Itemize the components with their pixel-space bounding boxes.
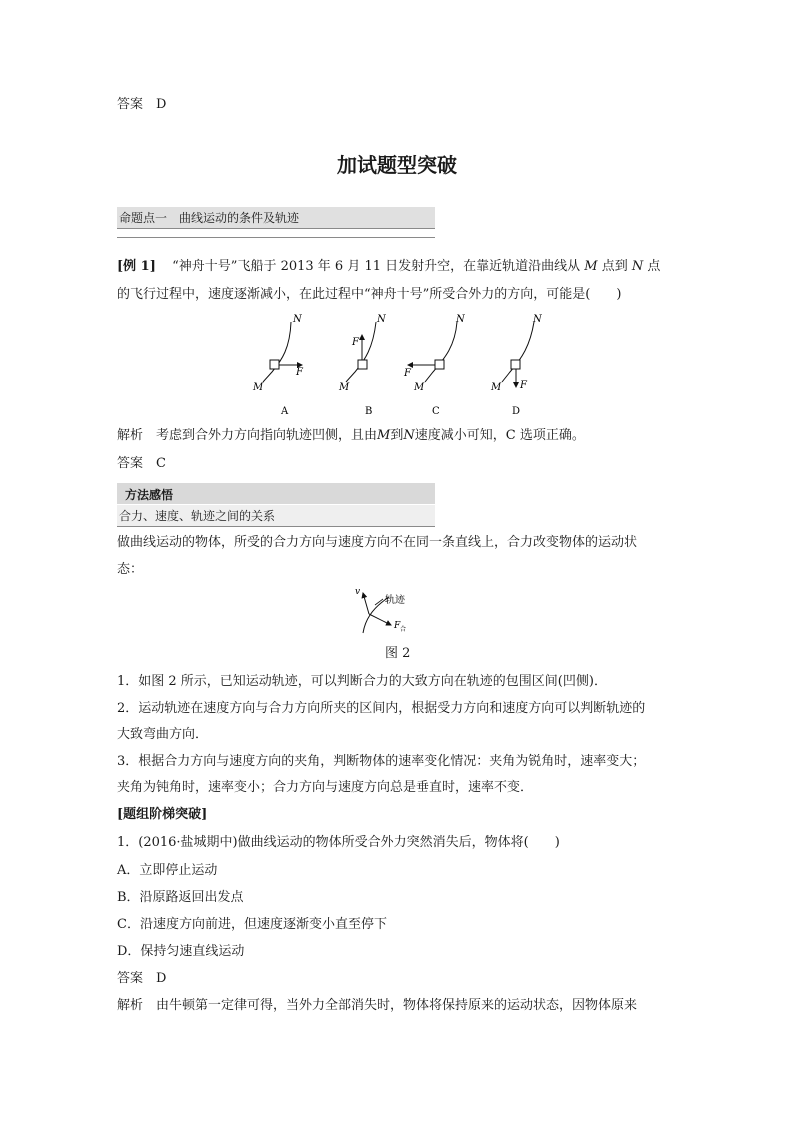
analysis-1-text-b: 到: [390, 428, 404, 443]
top-answer: 答案 D: [117, 97, 167, 112]
analysis-1-m: M: [377, 428, 391, 443]
example-line-2: 的飞行过程中，速度逐渐减小，在此过程中“神舟十号”所受合外力的方向，可能是( ): [117, 287, 622, 302]
analysis-2: [117, 997, 637, 1015]
figure-b-f: F: [352, 337, 359, 348]
figure-a-n: N: [293, 314, 302, 325]
figure-b-m: M: [339, 382, 350, 393]
method-bar-subtitle: 合力、速度、轨迹之间的关系: [119, 509, 276, 523]
analysis-1: [117, 427, 585, 445]
figure-2-f-sub: 合: [400, 626, 407, 633]
figure-2: [355, 585, 445, 635]
figure-a: [252, 314, 304, 417]
point-1: 1．如图 2 所示，已知运动轨迹，可以判断合力的大致方向在轨迹的包围区间(凹侧)．: [117, 674, 607, 689]
figure-d: [490, 314, 543, 417]
option-c: C．沿速度方向前进，但速度逐渐变小直至停下: [117, 917, 387, 932]
figure-2-caption: 图 2: [385, 646, 411, 661]
figure-b-label: B: [365, 406, 373, 417]
figure-d-m: M: [491, 382, 502, 393]
option-figures: [240, 310, 550, 422]
analysis-1-text-a: 考虑到合外力方向指向轨迹凹侧，且由: [156, 428, 378, 443]
example-text-b: 点到: [597, 259, 632, 274]
point-2-cont: 大致弯曲方向．: [117, 727, 209, 742]
example-tag: [例 1]: [117, 259, 156, 274]
method-text-2: 态：: [117, 562, 144, 577]
question-1: 1．(2016·盐城期中)做曲线运动的物体所受合外力突然消失后，物体将( ): [117, 835, 560, 850]
analysis-2-text: 由牛顿第一定律可得，当外力全部消失时，物体将保持原来的运动状态，因物体原来: [156, 998, 638, 1013]
figure-d-label: D: [512, 406, 521, 417]
analysis-2-label: 解析: [117, 998, 157, 1013]
option-d: D．保持匀速直线运动: [117, 944, 245, 959]
example-text-c: 点: [643, 259, 661, 274]
figure-2-f: F: [394, 621, 401, 631]
analysis-1-label: 解析: [117, 428, 157, 443]
answer-1: 答案 C: [117, 456, 166, 471]
point-3-cont: 夹角为钝角时，速率变小；合力方向与速度方向总是垂直时，速率不变．: [117, 780, 534, 795]
group-title: [题组阶梯突破]: [117, 807, 208, 822]
figure-c-label: C: [432, 406, 440, 417]
option-a: A．立即停止运动: [117, 863, 218, 878]
section-divider: [117, 237, 435, 238]
figure-c-m: M: [414, 382, 425, 393]
example-text-a: “神舟十号”飞船于 2013 年 6 月 11 日发射升空，在靠近轨道沿曲线从: [172, 259, 585, 274]
figure-a-label: A: [281, 406, 289, 417]
figure-a-f: F: [296, 367, 303, 378]
figure-2-v: v: [355, 587, 361, 597]
example-line-1: [117, 258, 660, 276]
option-b: B．沿原路返回出发点: [117, 890, 244, 905]
figure-c: [403, 314, 466, 417]
figure-2-track: 轨迹: [385, 595, 405, 606]
figure-c-f: F: [404, 368, 411, 379]
point-n: N: [631, 259, 644, 274]
figure-a-m: M: [253, 382, 264, 393]
method-text-1: 做曲线运动的物体，所受的合力方向与速度方向不在同一条直线上，合力改变物体的运动状: [117, 535, 638, 550]
figure-b: [338, 314, 387, 417]
figure-d-f: F: [520, 380, 527, 391]
analysis-1-n: N: [403, 428, 415, 443]
figure-b-n: N: [377, 314, 386, 325]
method-bar-title: 方法感悟: [125, 488, 174, 502]
point-3: 3．根据合力方向与速度方向的夹角，判断物体的速率变化情况：夹角为锐角时，速率变大；: [117, 754, 646, 769]
figure-c-n: N: [456, 314, 465, 325]
answer-2: 答案 D: [117, 971, 167, 986]
point-m: M: [584, 259, 598, 274]
page-title: 加试题型突破: [337, 153, 457, 177]
figure-d-n: N: [533, 314, 542, 325]
point-2: 2．运动轨迹在速度方向与合力方向所夹的区间内，根据受力方向和速度方向可以判断轨迹的: [117, 701, 646, 716]
analysis-1-text-c: 速度减小可知，C 选项正确。: [414, 428, 585, 443]
section-bar-label: 命题点一 曲线运动的条件及轨迹: [119, 211, 300, 225]
